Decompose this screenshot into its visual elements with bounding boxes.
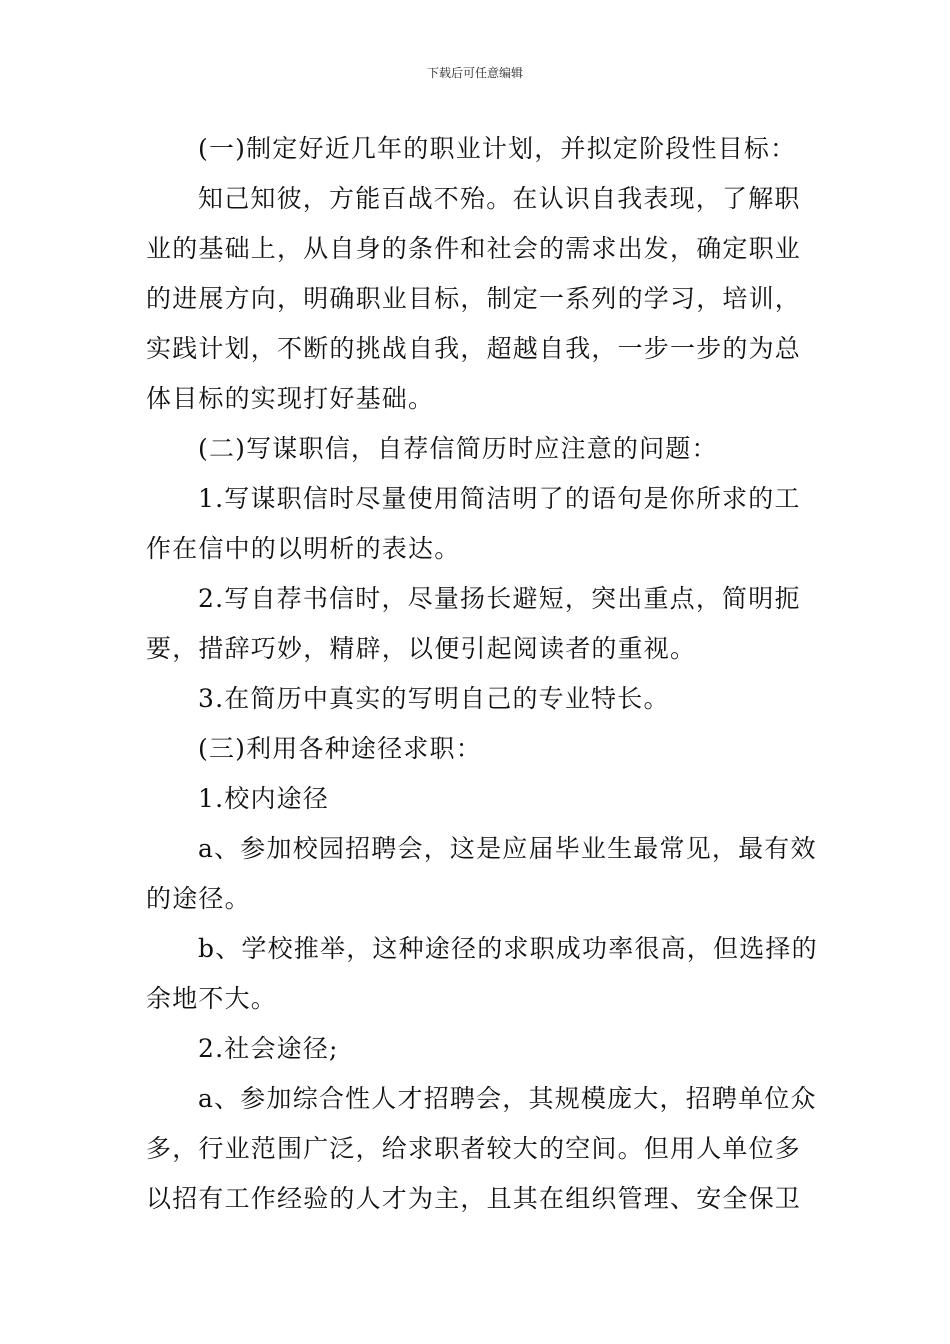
paragraph-item-2 — [146, 574, 806, 674]
paragraph-campus-a — [146, 824, 817, 924]
text-line: 的进展方向，明确职业目标，制定一系列的学习，培训， — [146, 284, 802, 313]
text-line: 余地不大。 — [146, 984, 278, 1013]
text-line: 体目标的实现打好基础。 — [146, 384, 435, 413]
text-line: 以招有工作经验的人才为主，且其在组织管理、安全保卫 — [146, 1184, 802, 1213]
paragraph-campus-b — [146, 924, 818, 1024]
text-line: 知己知彼，方能百战不殆。在认识自我表现，了解职 — [198, 184, 801, 213]
text-line: 实践计划，不断的挑战自我，超越自我，一步一步的为总 — [146, 334, 802, 363]
paragraph-career-plan-heading — [146, 124, 806, 174]
paragraph-item-1 — [146, 474, 806, 574]
text-line: 的途径。 — [146, 884, 251, 913]
text-line: 1.校内途径 — [198, 784, 330, 813]
paragraph-social-channel — [146, 1024, 806, 1074]
text-line: (三)利用各种途径求职： — [198, 734, 482, 763]
text-line: 多，行业范围广泛，给求职者较大的空间。但用人单位多 — [146, 1134, 802, 1163]
text-line: 1.写谋职信时尽量使用简洁明了的语句是你所求的工 — [198, 484, 801, 513]
text-line: 3.在简历中真实的写明自己的专业特长。 — [198, 684, 670, 713]
document-body — [146, 124, 818, 1224]
page-header: 下载后可任意编辑 — [426, 66, 523, 80]
text-line: 业的基础上，从自身的条件和社会的需求出发，确定职业 — [146, 234, 802, 263]
paragraph-campus-channel — [146, 774, 806, 824]
paragraph-channels-heading — [146, 724, 806, 774]
paragraph-social-a — [146, 1074, 817, 1224]
text-line: 2.社会途径; — [198, 1034, 339, 1063]
text-line: (二)写谋职信，自荐信简历时应注意的问题： — [198, 434, 718, 463]
paragraph-know-yourself — [146, 174, 806, 424]
text-line: 作在信中的以明析的表达。 — [146, 534, 461, 563]
text-line: (一)制定好近几年的职业计划，并拟定阶段性目标： — [198, 134, 797, 163]
text-line: a、参加综合性人才招聘会，其规模庞大，招聘单位众 — [198, 1084, 817, 1113]
text-line: a、参加校园招聘会，这是应届毕业生最常见，最有效 — [198, 834, 817, 863]
text-line: b、学校推举，这种途径的求职成功率很高，但选择的 — [198, 934, 818, 963]
paragraph-letter-heading — [146, 424, 806, 474]
text-line: 2.写自荐书信时，尽量扬长避短，突出重点，简明扼 — [198, 584, 801, 613]
paragraph-item-3 — [146, 674, 806, 724]
text-line: 要，措辞巧妙，精辟，以便引起阅读者的重视。 — [146, 634, 697, 663]
